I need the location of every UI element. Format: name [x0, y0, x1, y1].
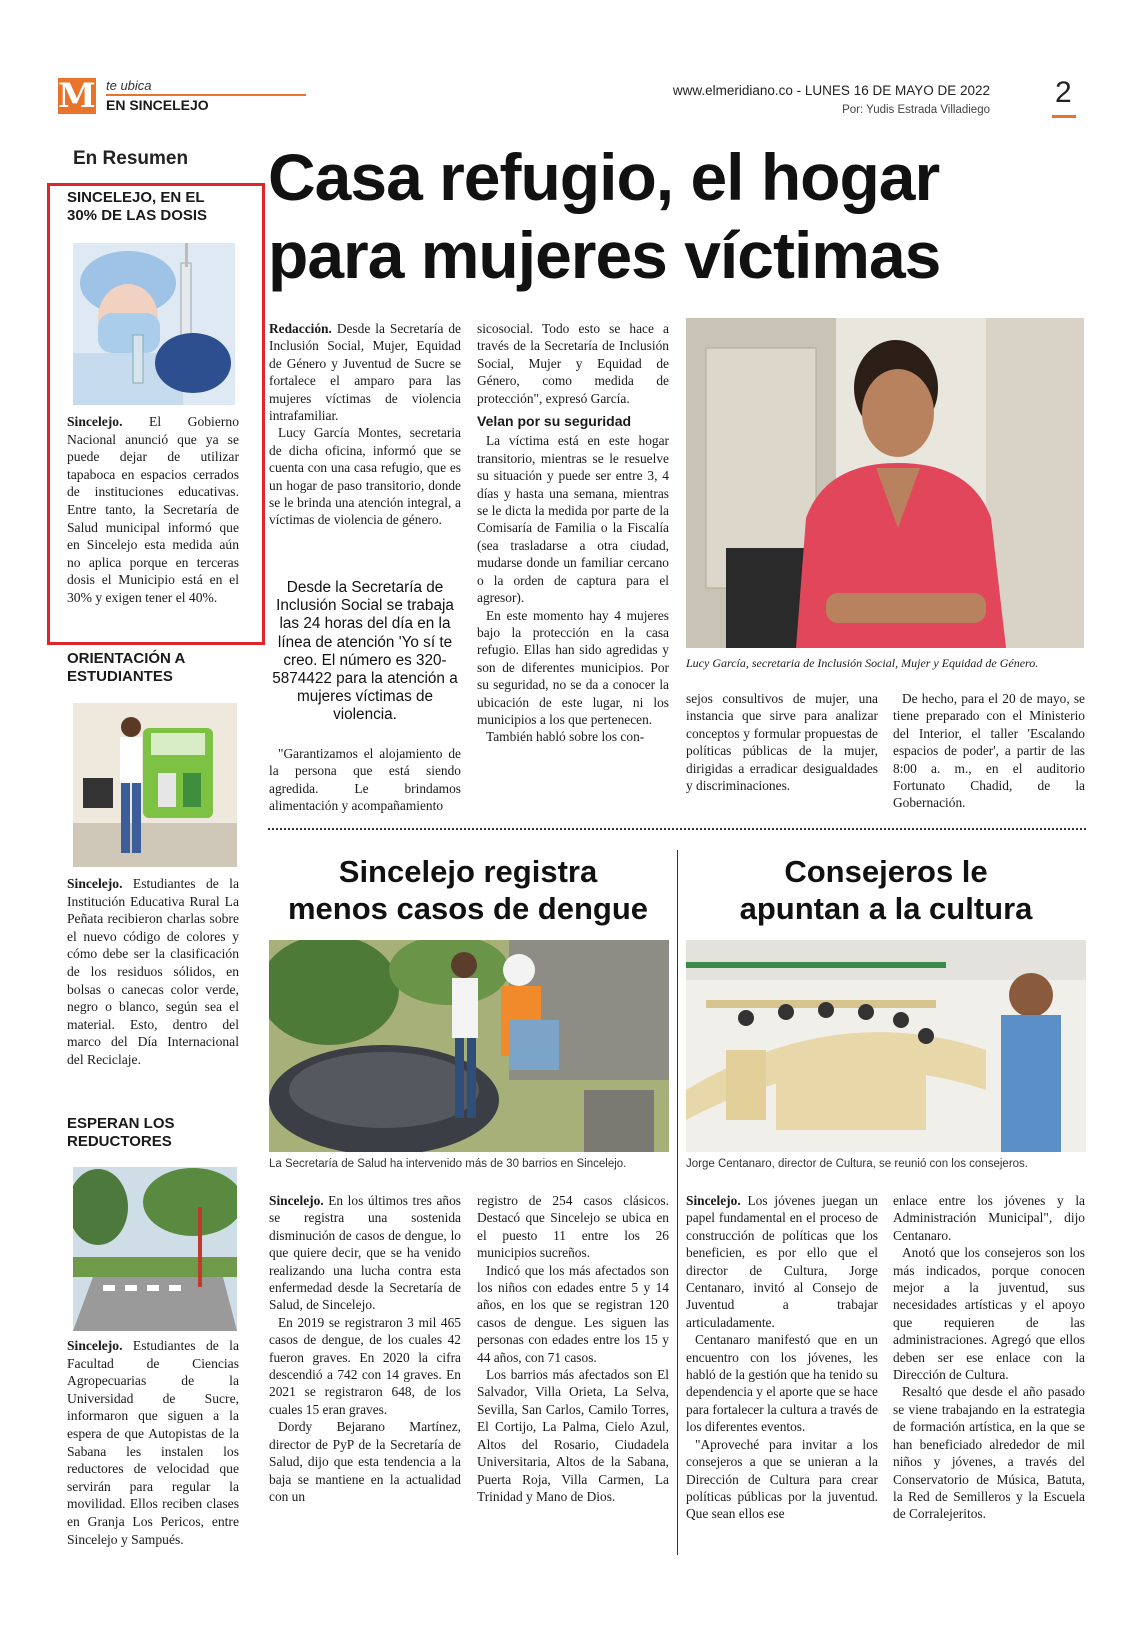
dengue-lead: Sincelejo.	[269, 1193, 324, 1208]
header-rule	[106, 94, 306, 96]
main-col2-p1: sicosocial. Todo esto se hace a través de la Secretaría de Inclusión Social, Mujer y Equidad de Género, como medida de protección", expresó García.	[477, 321, 669, 406]
masthead	[58, 78, 308, 118]
main-col-1	[269, 320, 461, 529]
sidebar-title: En Resumen	[73, 148, 189, 169]
section-divider	[268, 828, 1086, 830]
section-label-top: te ubica	[106, 78, 152, 93]
main-col-4	[893, 690, 1085, 812]
main-lead: Redacción.	[269, 321, 332, 336]
sidebar-text-3	[67, 1337, 239, 1548]
main-photo-caption: Lucy García, secretaria de Inclusión Social, Mujer y Equidad de Género.	[686, 656, 1039, 670]
main-col1-p2: Lucy García Montes, secretaria de dicha oficina, informó que se cuenta con una casa refugio, que es un hogar de paso transitorio, donde se le brinda una atención integral, a víctimas de violencia de género.	[269, 425, 461, 528]
dengue-col-2	[477, 1192, 669, 1505]
sidebar-lead-2: Sincelejo.	[67, 876, 123, 891]
main-col1-p1: Desde la Secretaría de Inclusión Social, Mujer, Equidad de Género y Juventud de Sucre se fortalece el amparo para las mujeres víctimas de violencia intrafamiliar.	[269, 321, 461, 424]
main-col2-p2: La víctima está en este hogar transitorio, mientras se le resuelve su situación y puede ser entre 3, 4 días y hasta una semana, mientras se le dicta la medida por parte de la Comisaría de Familia o la Fiscalía (sea trasladarse a otra ciudad, mudarse donde un familiar cercano o la orden de captura para el agresor).	[477, 433, 669, 606]
dengue-headline	[268, 853, 668, 927]
road-photo	[73, 1167, 237, 1331]
sidebar-text-2	[67, 875, 239, 1069]
dengue-col-1	[269, 1192, 461, 1505]
main-col1-p3: "Garantizamos el alojamiento de la persona que está siendo agredida. Le brindamos alimentación y acompañamiento	[269, 746, 461, 814]
dengue-col1-p3: Dordy Bejarano Martínez, director de PyP de la Secretaría de Salud, dijo que esta tendencia a la baja se mantiene en la actualidad con un	[269, 1419, 461, 1504]
sidebar-lead-1: Sincelejo.	[67, 414, 123, 429]
dengue-headline-line2: menos casos de dengue	[287, 891, 649, 926]
culture-photo-caption: Jorge Centanaro, director de Cultura, se reunió con los consejeros.	[686, 1158, 1028, 1170]
culture-col1-p1: Los jóvenes juegan un papel fundamental en el proceso de construcción de políticas que los beneficien, es por ello que el director de Cultura, Jorge Centanaro, invitó al Consejo de Juventud a trabajar articuladamente.	[686, 1193, 878, 1330]
main-col-2	[477, 320, 669, 746]
culture-photo	[686, 940, 1086, 1152]
culture-col-1	[686, 1192, 878, 1523]
byline: Por: Yudis Estrada Villadiego	[842, 104, 990, 116]
culture-col1-p2: Centanaro manifestó que en un encuentro con los jóvenes, les habló de la gestión que ha tenido su dependencia y el aporte que se hace para fortalecer la cultura a través de los diferentes eventos.	[686, 1332, 878, 1435]
main-col3-text: sejos consultivos de mujer, una instancia que sirve para analizar conceptos y formular propuestas de políticas públicas de la mujer, dirigidas a erradicar desigualdades y discriminaciones.	[686, 691, 878, 794]
page-number-underline	[1052, 115, 1076, 118]
section-label-bottom: EN SINCELEJO	[106, 97, 209, 113]
main-headline	[268, 138, 1098, 294]
column-separator	[677, 850, 678, 1555]
main-col2-p4: También habló sobre los con-	[486, 729, 645, 745]
culture-col1-p3: "Aproveché para invitar a los consejeros a que se unieran a la Dirección de Cultura para crear políticas públicas por la juventud. Que sean ellos ese	[686, 1436, 878, 1522]
page-number: 2	[1055, 76, 1072, 109]
pull-quote: Desde la Secretaría de Inclusión Social se trabaja las 24 horas del día en la línea de atención 'Yo sí te creo. El número es 320-5874422 para la atención a mujeres víctimas de violencia.	[272, 579, 458, 724]
dengue-photo-caption: La Secretaría de Salud ha intervenido más de 30 barrios en Sincelejo.	[269, 1158, 627, 1170]
culture-headline-line2: apuntan a la cultura	[739, 891, 1033, 926]
sidebar-body-2: Estudiantes de la Institución Educativa Rural La Peñata recibieron charlas sobre el nuevo código de colores y cómo debe ser la clasificación de los residuos sólidos, en bolsas o canecas color verde, negro o blanco, según sea el material. Esto, dentro del marco del Día Internacional del Reciclaje.	[67, 876, 239, 1067]
main-col-1-bottom	[269, 745, 461, 815]
sidebar-headline-2: ORIENTACIÓN A ESTUDIANTES	[67, 650, 185, 685]
sidebar-body-3: Estudiantes de la Facultad de Ciencias Agropecuarias de la Universidad de Sucre, informaron que siguen a la espera de que Autopistas de la Sabana les instalen los reductores de velocidad que servirán para regular la movilidad. Ellos reciben clases en Granja Los Pericos, entre Sincelejo y Sampués.	[67, 1338, 239, 1547]
lucy-garcia-photo	[686, 318, 1084, 648]
logo-letter: M	[58, 76, 96, 116]
main-col4-text: De hecho, para el 20 de mayo, se tiene preparado con el Ministerio del Interior, el taller 'Escalando espacios de poder', a partir de las 8:00 a. m., en el auditorio Fortunato Chadid, de la Gobernación.	[893, 691, 1085, 811]
sidebar-headline-3: ESPERAN LOS REDUCTORES	[67, 1115, 175, 1150]
dengue-col1-p2: En 2019 se registraron 3 mil 465 casos de dengue, de los cuales 42 fueron graves. En 2020 la cifra descendió a 742 con 14 graves. En 2021 se registraron 648, de los cuales 15 eran graves.	[269, 1314, 461, 1417]
sidebar-text-1	[67, 413, 239, 607]
culture-headline	[686, 853, 1086, 927]
logo	[58, 78, 96, 114]
main-headline-line1: Casa refugio, el hogar	[268, 140, 940, 214]
sidebar-headline-1: SINCELEJO, EN EL 30% DE LAS DOSIS	[67, 189, 208, 224]
main-subhead: Velan por su seguridad	[477, 413, 632, 430]
dengue-col2-p3: Los barrios más afectados son El Salvador, Villa Orieta, La Selva, Sevilla, San Carlos, Camilo Torres, El Cortijo, La Palma, Cielo Azul, Altos del Rosario, Ciudadela Universitaria, Altos de la Sabana, Puerta Roja, Villa Carmen, La Trinidad y Mano de Dios.	[477, 1367, 669, 1504]
students-photo	[73, 703, 237, 867]
main-headline-line2: para mujeres víctimas	[268, 218, 941, 292]
culture-col2-p2: Anotó que los consejeros son los más indicados, porque conocen mejor a la juventud, sus necesidades artísticas y el apoyo que requieren de las administraciones. Agregó que ellos deben ser ese enlace con la Dirección de Cultura.	[893, 1245, 1085, 1383]
dengue-col2-p2: Indicó que los más afectados son los niños con edades entre 5 y 14 años, en los que se registran 120 casos de dengue. Les siguen las personas con edades entre los 15 y 44 años, con 71 casos.	[477, 1262, 669, 1365]
sidebar-lead-3: Sincelejo.	[67, 1338, 123, 1353]
main-col-3	[686, 690, 878, 794]
dengue-col1-p1: En los últimos tres años se registra una sostenida disminución de casos de dengue, lo que quiere decir, que se ha venido realizando una lucha contra esta enfermedad desde la Secretaría de Salud, de Sincelejo.	[269, 1193, 461, 1313]
culture-col-2	[893, 1192, 1085, 1523]
culture-col2-p3: Resaltó que desde el año pasado se viene trabajando en la estrategia de formación artística, en la que se han beneficiado alrededor de mil niños y jóvenes, a través del Conservatorio de Música, Batuta, la Red de Semilleros y la Escuela de Corralejeritos.	[893, 1384, 1085, 1522]
vaccine-photo	[73, 243, 235, 405]
culture-lead: Sincelejo.	[686, 1193, 741, 1208]
sidebar-body-1: El Gobierno Nacional anunció que ya se puede dejar de utilizar tapaboca en espacios cerrados de instituciones educativas. Entre tanto, la Secretaría de Salud municipal informó que en Sincelejo esta medida aún no aplica porque en terceras dosis el Municipio está en el 30% y exigen tener el 40%.	[67, 414, 239, 605]
site-date: www.elmeridiano.co - LUNES 16 DE MAYO DE 2022	[672, 83, 990, 98]
culture-headline-line1: Consejeros le	[784, 854, 988, 889]
dengue-headline-line1: Sincelejo registra	[338, 854, 598, 889]
main-col2-p3: En este momento hay 4 mujeres bajo la protección en la casa refugio. Ellas han sido agredidas y son de diferentes municipios. Por su seguridad, no se da a conocer la ubicación de este lugar, ni los municipios a los que pertenecen.	[477, 607, 669, 727]
dengue-col2-p1: registro de 254 casos clásicos. Destacó que Sincelejo se ubica en el puesto 11 entre los 26 municipios sucreños.	[477, 1193, 669, 1261]
dengue-photo	[269, 940, 669, 1152]
culture-col2-p1: enlace entre los jóvenes y la Administración Municipal", dijo Centanaro.	[893, 1193, 1085, 1243]
